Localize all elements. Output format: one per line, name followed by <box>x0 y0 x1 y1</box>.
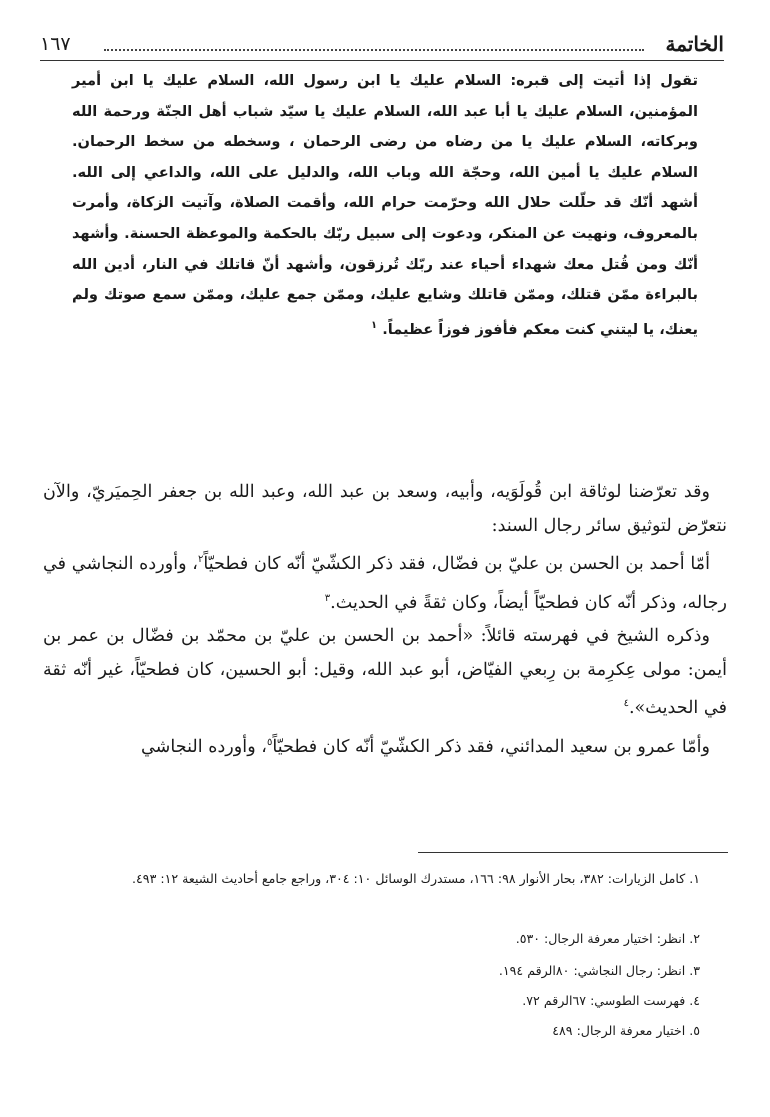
footnote-4: ٤. فهرست الطوسي: ٦٧الرقم ٧٢. <box>522 993 700 1008</box>
chapter-title: الخاتمة <box>665 32 724 56</box>
ziyarah-quotation <box>72 66 698 345</box>
footnote-marker: ٣ <box>324 592 331 604</box>
footnote-marker: ٤ <box>623 698 629 710</box>
header-dot-leader <box>104 30 644 51</box>
footnote-3: ٣. انظر: رجال النجاشي: ٨٠الرقم ١٩٤. <box>498 963 700 978</box>
paragraph-text: أمّا أحمد بن الحسن بن عليّ بن فضّال، فقد ذكر الكشّيّ أنّه كان فطحيّاً <box>203 554 710 575</box>
paragraph <box>43 543 727 620</box>
paragraph-text: ، وأورده النجاشي <box>140 736 267 757</box>
main-text <box>43 476 727 764</box>
paragraph <box>43 726 727 764</box>
footnote-2: ٢. انظر: اختيار معرفة الرجال: ٥٣٠. <box>515 931 700 946</box>
paragraph-text: وقد تعرّضنا لوثاقة ابن قُولَوَيه، وأبيه، وسعد بن عبد الله، وعبد الله بن جعفر الحِميَريّ، والآن نتعرّض لتوثيق سائر رجال السند: <box>43 482 727 536</box>
footnote-1: ١. كامل الزيارات: ٣٨٢، بحار الأنوار ٩٨: ١٦٦، مستدرك الوسائل ١٠: ٣٠٤، وراجع جامع أحاديث الشيعة ١٢: ٤٩٣. <box>132 871 700 886</box>
paragraph <box>43 620 727 726</box>
page-number: ١٦٧ <box>40 33 71 55</box>
footnote-marker: ٥ <box>266 736 273 748</box>
footnote-separator <box>418 852 728 853</box>
footnote-marker: ٢ <box>198 554 204 566</box>
running-header <box>40 30 724 61</box>
footnote-marker: ١ <box>371 319 378 331</box>
paragraph <box>43 476 727 543</box>
quotation-text: تقول إذا أتيت إلى قبره: السلام عليك يا ابن رسول الله، السلام عليك يا ابن أمير المؤمنين، السلام عليك يا أبا عبد الله، السلام عليك يا سيّد شباب أهل الجنّة ورحمة الله وبركاته، السلام عليك يا من رضاه من رضى الرحمان ، وسخطه من سخط الرحمان. السلام عليك يا أمين الله، وحجّة الله وباب الله، والدليل على الله، والداعي إلى الله. أشهد أنّك قد حلّلت حلال الله وحرّمت حرام الله، وأقمت الصلاة، وآتيت الزكاة، وأمرت بالمعروف، ونهيت عن المنكر، ودعوت إلى سبيل ربّك بالحكمة والموعظة الحسنة. وأشهد أنّك ومن قُتل معك شهداء أحياء عند ربّك تُرزقون، وأشهد أنّ قاتلك في النار، أدين الله بالبراءة ممّن قتلك، وممّن قاتلك وشايع عليك، وممّن جمع عليك، وممّن سمع صوتك ولم يعنك، يا ليتني كنت معكم فأفوز فوزاً عظيماً. <box>72 72 698 338</box>
paragraph-text: وأمّا عمرو بن سعيد المدائني، فقد ذكر الكشّيّ أنّه كان فطحيّاً <box>272 736 710 757</box>
footnote-5: ٥. اختيار معرفة الرجال: ٤٨٩ <box>552 1023 700 1038</box>
paragraph-text: ، وأورده النجاشي في رجاله، وذكر أنّه كان فطحيّاً أيضاً، وكان ثقةً في الحديث. <box>43 554 727 613</box>
paragraph-text: وذكره الشيخ في فهرسته قائلاً: «أحمد بن الحسن بن عليّ بن محمّد بن فضّال بن عمر بن أيمن: مولى عِكرِمة بن رِبعي الفيّاض، أبو عبد الله، وقيل: أبو الحسين، كان فطحيّاً، غير أنّه ثقة في الحديث». <box>43 626 727 719</box>
